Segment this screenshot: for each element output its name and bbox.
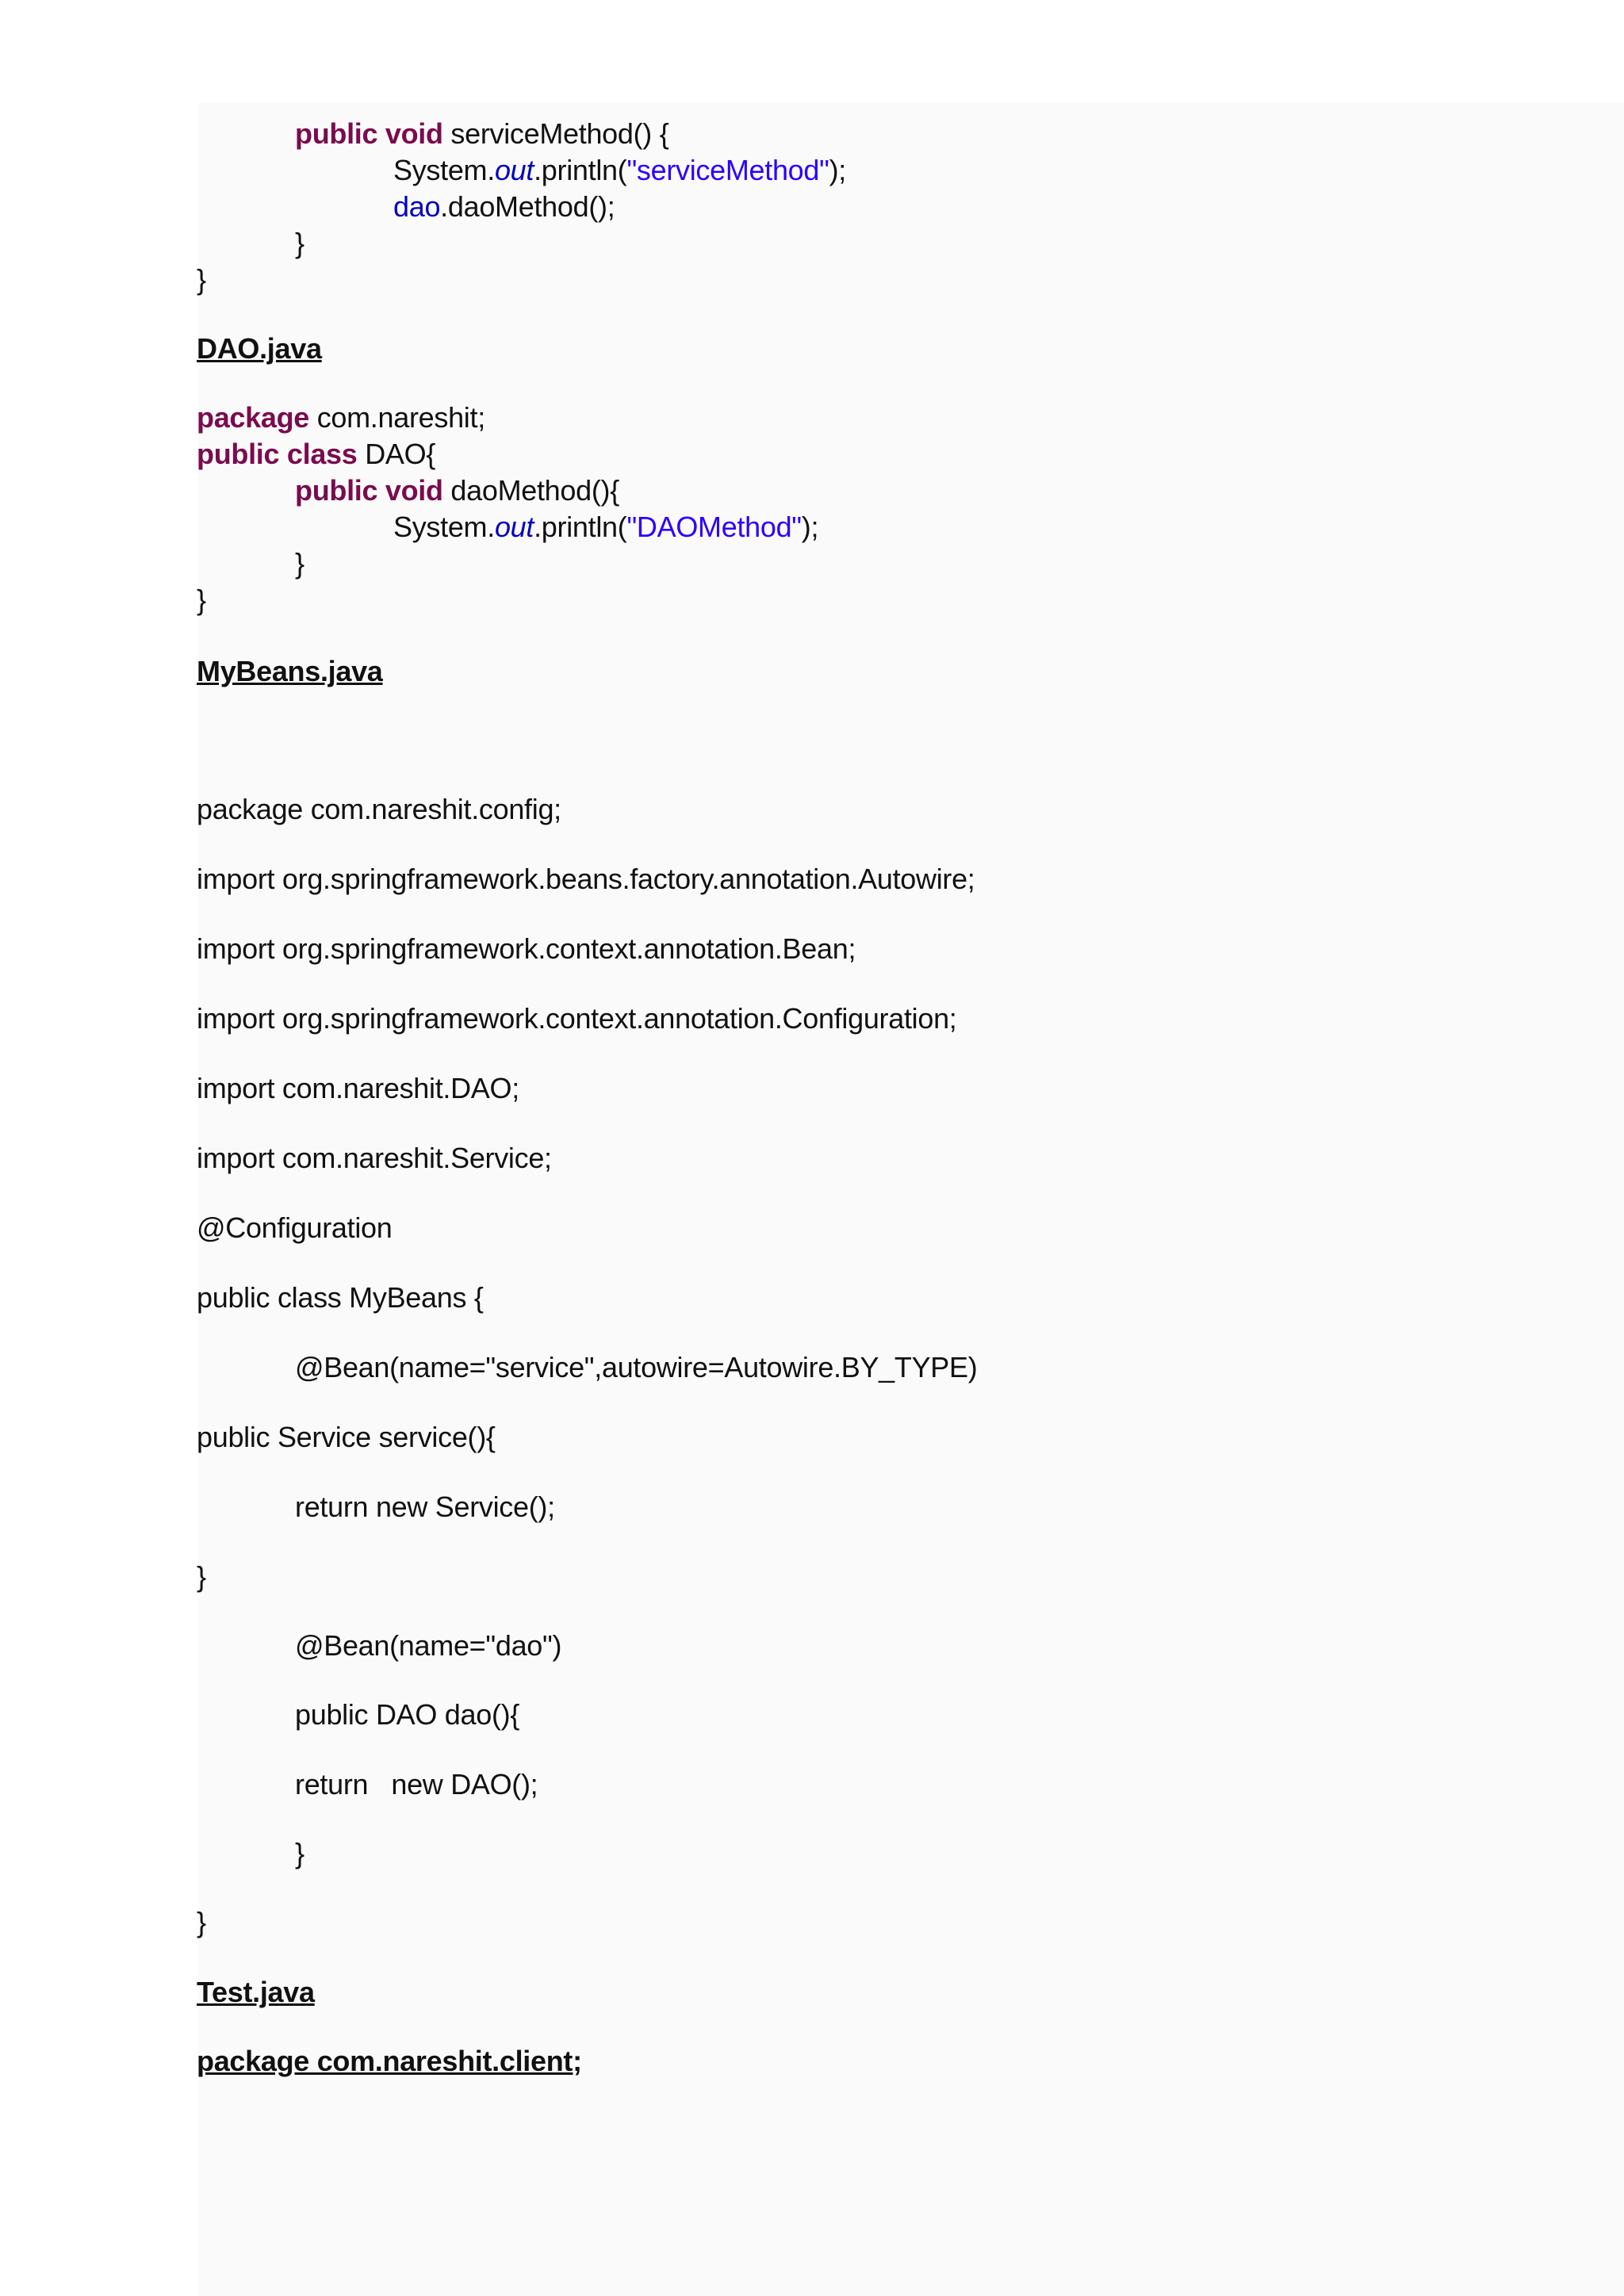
code-line: }	[197, 584, 206, 616]
code-text: com.nareshit;	[309, 401, 485, 434]
code-line: @Configuration	[197, 1211, 393, 1244]
code-line: import com.nareshit.Service;	[197, 1142, 552, 1174]
code-line: public class MyBeans {	[197, 1281, 484, 1314]
code-line: }	[295, 1837, 304, 1869]
code-text: .println(	[534, 511, 627, 543]
code-line: }	[295, 227, 304, 259]
code-line: }	[197, 263, 206, 296]
code-line: import org.springframework.context.annotation.Bean;	[197, 932, 856, 965]
file-heading-mybeans: MyBeans.java	[197, 655, 383, 687]
code-line: }	[197, 1560, 206, 1593]
keyword: public void	[295, 117, 443, 150]
code-line	[295, 116, 668, 152]
code-line	[197, 436, 435, 473]
code-line: package com.nareshit.config;	[197, 793, 561, 825]
code-line: @Bean(name="dao")	[295, 1629, 562, 1662]
code-line	[393, 189, 615, 225]
code-line	[295, 473, 619, 509]
code-text: DAO{	[357, 438, 436, 470]
code-text: serviceMethod() {	[442, 117, 669, 150]
code-text: );	[801, 511, 819, 543]
code-line: public Service service(){	[197, 1421, 496, 1453]
code-text: System.	[393, 154, 495, 186]
code-line	[393, 509, 818, 545]
code-line: @Bean(name="service",autowire=Autowire.BY_TYPE)	[295, 1351, 978, 1383]
static-field: out	[494, 511, 534, 543]
keyword: package	[197, 401, 309, 434]
code-text: System.	[393, 511, 495, 543]
field-reference: dao	[393, 190, 441, 223]
file-heading-dao: DAO.java	[197, 332, 322, 365]
code-line: import org.springframework.beans.factory.annotation.Autowire;	[197, 863, 975, 895]
package-declaration: package com.nareshit.client;	[197, 2045, 582, 2077]
code-text: .println(	[534, 154, 627, 186]
string-literal: "DAOMethod"	[626, 511, 802, 543]
code-line: public DAO dao(){	[295, 1698, 520, 1731]
code-line: return new DAO();	[295, 1768, 538, 1800]
keyword: public void	[295, 474, 443, 507]
code-text: .daoMethod();	[440, 190, 615, 223]
code-text: );	[829, 154, 846, 186]
code-line: }	[197, 1906, 206, 1938]
keyword: public class	[197, 438, 358, 470]
code-line	[197, 400, 485, 436]
string-literal: "serviceMethod"	[626, 154, 829, 186]
code-line: return new Service();	[295, 1490, 555, 1523]
code-line: import org.springframework.context.annotation.Configuration;	[197, 1002, 957, 1035]
file-heading-test: Test.java	[197, 1976, 315, 2008]
code-line: }	[295, 547, 304, 580]
code-line: import com.nareshit.DAO;	[197, 1072, 519, 1104]
code-text: daoMethod(){	[442, 474, 619, 507]
static-field: out	[494, 154, 534, 186]
code-line	[393, 152, 846, 189]
